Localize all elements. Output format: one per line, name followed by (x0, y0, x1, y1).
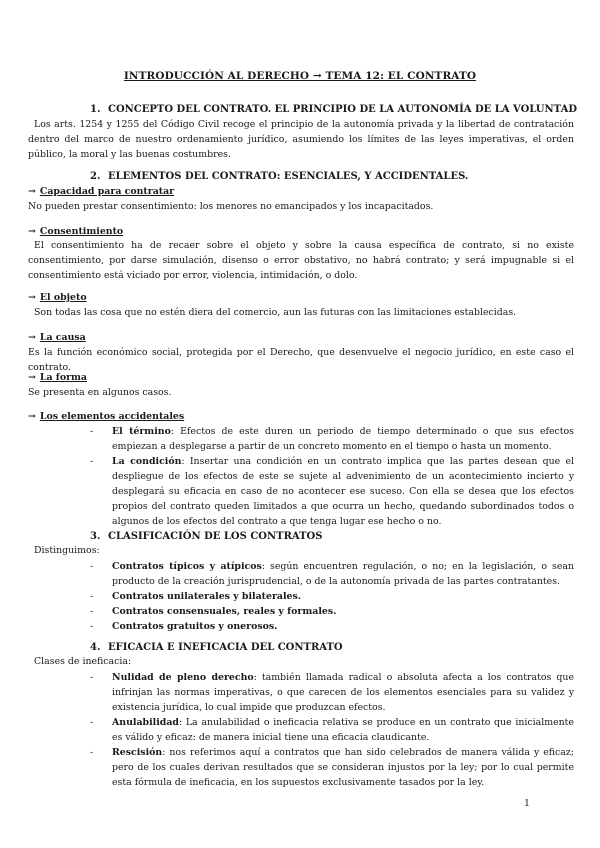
clasificacion-list (90, 559, 574, 634)
element-accidentales-label: → Los elementos accidentales (28, 411, 185, 422)
arrow-icon: → (28, 186, 36, 197)
section-title: ELEMENTOS DEL CONTRATO: ESENCIALES, Y ACCIDENTALES. (108, 171, 469, 182)
arrow-icon: → (28, 292, 36, 303)
accidentales-list (90, 424, 574, 529)
element-capacidad-label: → Capacidad para contratar (28, 186, 175, 197)
element-objeto-text: Son todas las cosa que no estén diera del comercio, aun las futuras con las limitaciones establecidas. (34, 307, 517, 318)
list-item: - El término: Efectos de este duren un periodo de tiempo determinado o que sus efectos empiezan a desplegarse a partir de un concreto momento en el tiempo o hasta un momento. (90, 424, 574, 454)
section-number: 2. (90, 171, 101, 182)
section-4-intro: Clases de ineficacia: (34, 656, 132, 667)
element-causa-label: → La causa (28, 332, 86, 343)
section-number: 1. (90, 104, 101, 115)
element-consentimiento-label: → Consentimiento (28, 226, 124, 237)
element-forma-label: → La forma (28, 372, 88, 383)
section-4-heading (90, 642, 343, 653)
list-item: - La condición: Insertar una condición en un contrato implica que las partes desean que el despliegue de los efectos de este se sujete al advenimiento de un acontecimiento incierto y desplegará su eficacia en caso de no acontecer ese suceso. Con ella se desea que los efectos propios del contrato queden limitados a que ocurra un hecho, quedando subordinados todos o algunos de los efectos del contrato a que tenga lugar ese hecho o no. (90, 454, 574, 529)
arrow-icon: → (28, 226, 36, 237)
arrow-icon: → (28, 411, 36, 422)
ineficacia-list (90, 670, 574, 790)
arrow-icon: → (28, 372, 36, 383)
list-item: - Contratos típicos y atípicos: según encuentren regulación, o no; en la legislación, o sean producto de la creación jurisprudencial, o de la autonomía privada de las partes contratantes. (90, 559, 574, 589)
section-3-intro: Distinguimos: (34, 545, 100, 556)
section-2-heading (90, 171, 468, 182)
section-title: CONCEPTO DEL CONTRATO. EL PRINCIPIO DE LA AUTONOMÍA DE LA VOLUNTAD (108, 104, 577, 115)
list-item: - Rescisión: nos referimos aquí a contratos que han sido celebrados de manera válida y eficaz; pero de los cuales derivan resultados que se consideran injustos por la ley; por lo cual permite esta fórmula de ineficacia, en los supuestos exclusivamente tasados por la ley. (90, 745, 574, 790)
element-consentimiento-text: El consentimiento ha de recaer sobre el objeto y sobre la causa específica de contrato, si no existe consentimiento, por darse simulación, disenso o error obstativo, no habrá contrato; y será impugnable si el consentimiento está viciado por error, violencia, intimidación, o dolo. (28, 240, 574, 281)
section-1-text: Los arts. 1254 y 1255 del Código Civil recoge el principio de la autonomía privada y la libertad de contratación dentro del marco de nuestro ordenamiento jurídico, asumiendo los límites de las leyes imperativas, el orden público, la moral y las buenas costumbres. (28, 119, 574, 160)
element-capacidad-text: No pueden prestar consentimiento: los menores no emancipados y los incapacitados. (28, 201, 434, 212)
arrow-icon: → (28, 332, 36, 343)
section-number: 4. (90, 642, 101, 653)
list-item: - Nulidad de pleno derecho: también llamada radical o absoluta afecta a los contratos que infrinjan las normas imperativas, o que carecen de los elementos esenciales para su validez y existencia jurídica, lo cual impide que produzcan efectos. (90, 670, 574, 715)
element-objeto-label: → El objeto (28, 292, 87, 303)
page-title: INTRODUCCIÓN AL DERECHO → TEMA 12: EL CONTRATO (123, 70, 477, 82)
list-item: - Contratos consensuales, reales y formales. (90, 604, 574, 619)
section-title: CLASIFICACIÓN DE LOS CONTRATOS (108, 531, 323, 542)
element-causa-text: Es la función económico social, protegida por el Derecho, que desenvuelve el negocio jurídico, en este caso el contrato. (28, 347, 574, 373)
list-item: - Contratos unilaterales y bilaterales. (90, 589, 574, 604)
section-3-heading (90, 531, 322, 542)
list-item: - Contratos gratuitos y onerosos. (90, 619, 574, 634)
section-1-heading (90, 104, 577, 115)
section-title: EFICACIA E INEFICACIA DEL CONTRATO (108, 642, 343, 653)
page-number: 1 (524, 798, 530, 809)
list-item: - Anulabilidad: La anulabilidad o ineficacia relativa se produce en un contrato que inicialmente es válido y eficaz: de manera inicial tiene una eficacia claudicante. (90, 715, 574, 745)
section-number: 3. (90, 531, 101, 542)
element-forma-text: Se presenta en algunos casos. (28, 387, 172, 398)
